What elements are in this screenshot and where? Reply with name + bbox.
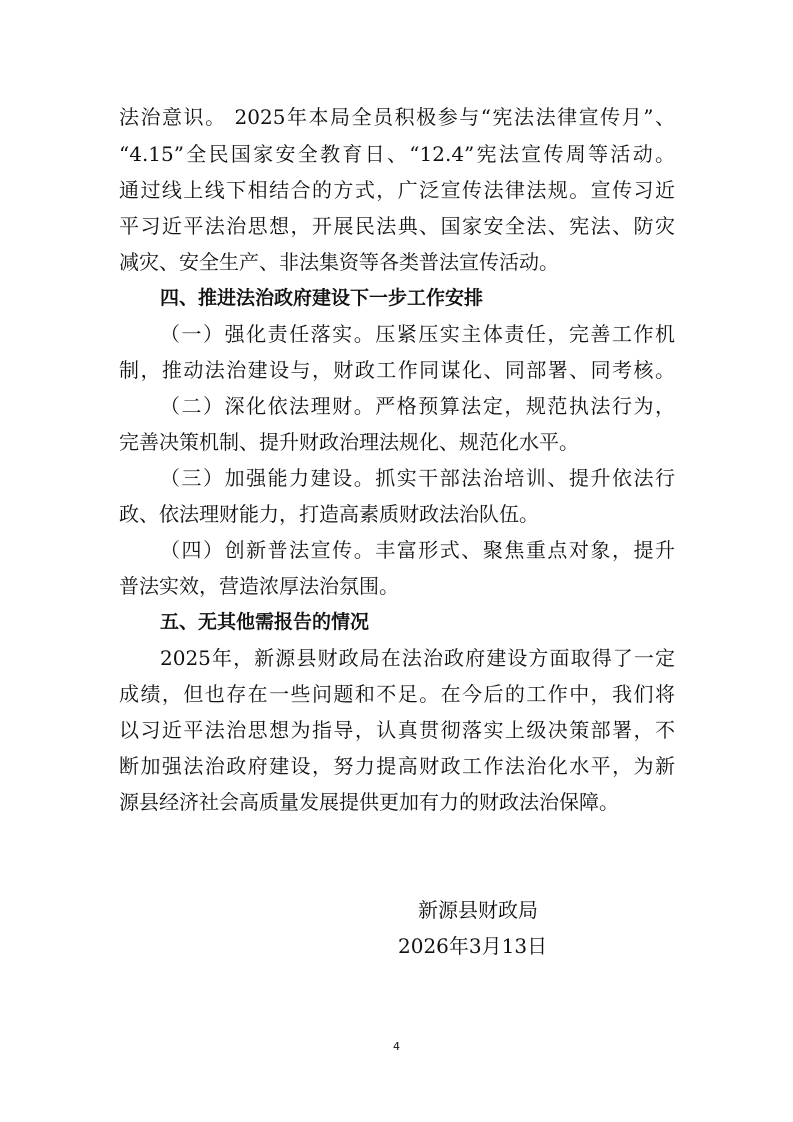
page-number: 4 — [393, 1040, 400, 1053]
signature-date: 2026年3月13日 — [398, 934, 548, 958]
paragraph-line: 法治意识。 2025年本局全员积极参与“宪法法律宣传月”、 — [119, 105, 675, 129]
paragraph-line: 成绩，但也存在一些问题和不足。在今后的工作中，我们将 — [119, 682, 675, 706]
signature-org: 新源县财政局 — [418, 898, 538, 922]
paragraph-line: 平习近平法治思想，开展民法典、国家安全法、宪法、防灾 — [119, 214, 675, 238]
paragraph-line: 完善决策机制、提升财政治理法规化、规范化水平。 — [119, 430, 579, 454]
paragraph-line: 以习近平法治思想为指导，认真贯彻落实上级决策部署，不 — [119, 718, 675, 742]
section-heading: 四、推进法治政府建设下一步工作安排 — [160, 287, 484, 309]
paragraph-line: 减灾、安全生产、非法集资等各类普法宣传活动。 — [119, 250, 559, 274]
paragraph-line: 断加强法治政府建设，努力提高财政工作法治化水平，为新 — [119, 754, 675, 778]
paragraph-line: 2025年，新源县财政局在法治政府建设方面取得了一定 — [160, 646, 675, 670]
paragraph-line: （三）加强能力建设。抓实干部法治培训、提升依法行 — [160, 466, 675, 490]
paragraph-line: （一）强化责任落实。压紧压实主体责任，完善工作机 — [160, 322, 675, 346]
paragraph-line: 源县经济社会高质量发展提供更加有力的财政法治保障。 — [119, 790, 619, 814]
paragraph-line: “4.15”全民国家安全教育日、“12.4”宪法宣传周等活动。 — [119, 142, 675, 166]
paragraph-line: 制，推动法治建设与，财政工作同谋化、同部署、同考核。 — [119, 358, 675, 382]
paragraph-line: 普法实效，营造浓厚法治氛围。 — [119, 574, 399, 598]
paragraph-line: 政、依法理财能力，打造高素质财政法治队伍。 — [119, 502, 539, 526]
paragraph-line: （四）创新普法宣传。丰富形式、聚焦重点对象，提升 — [160, 538, 675, 562]
section-heading: 五、无其他需报告的情况 — [160, 611, 370, 633]
paragraph-line: 通过线上线下相结合的方式，广泛宣传法律法规。宣传习近 — [119, 178, 675, 202]
paragraph-line: （二）深化依法理财。严格预算法定，规范执法行为， — [160, 394, 675, 418]
